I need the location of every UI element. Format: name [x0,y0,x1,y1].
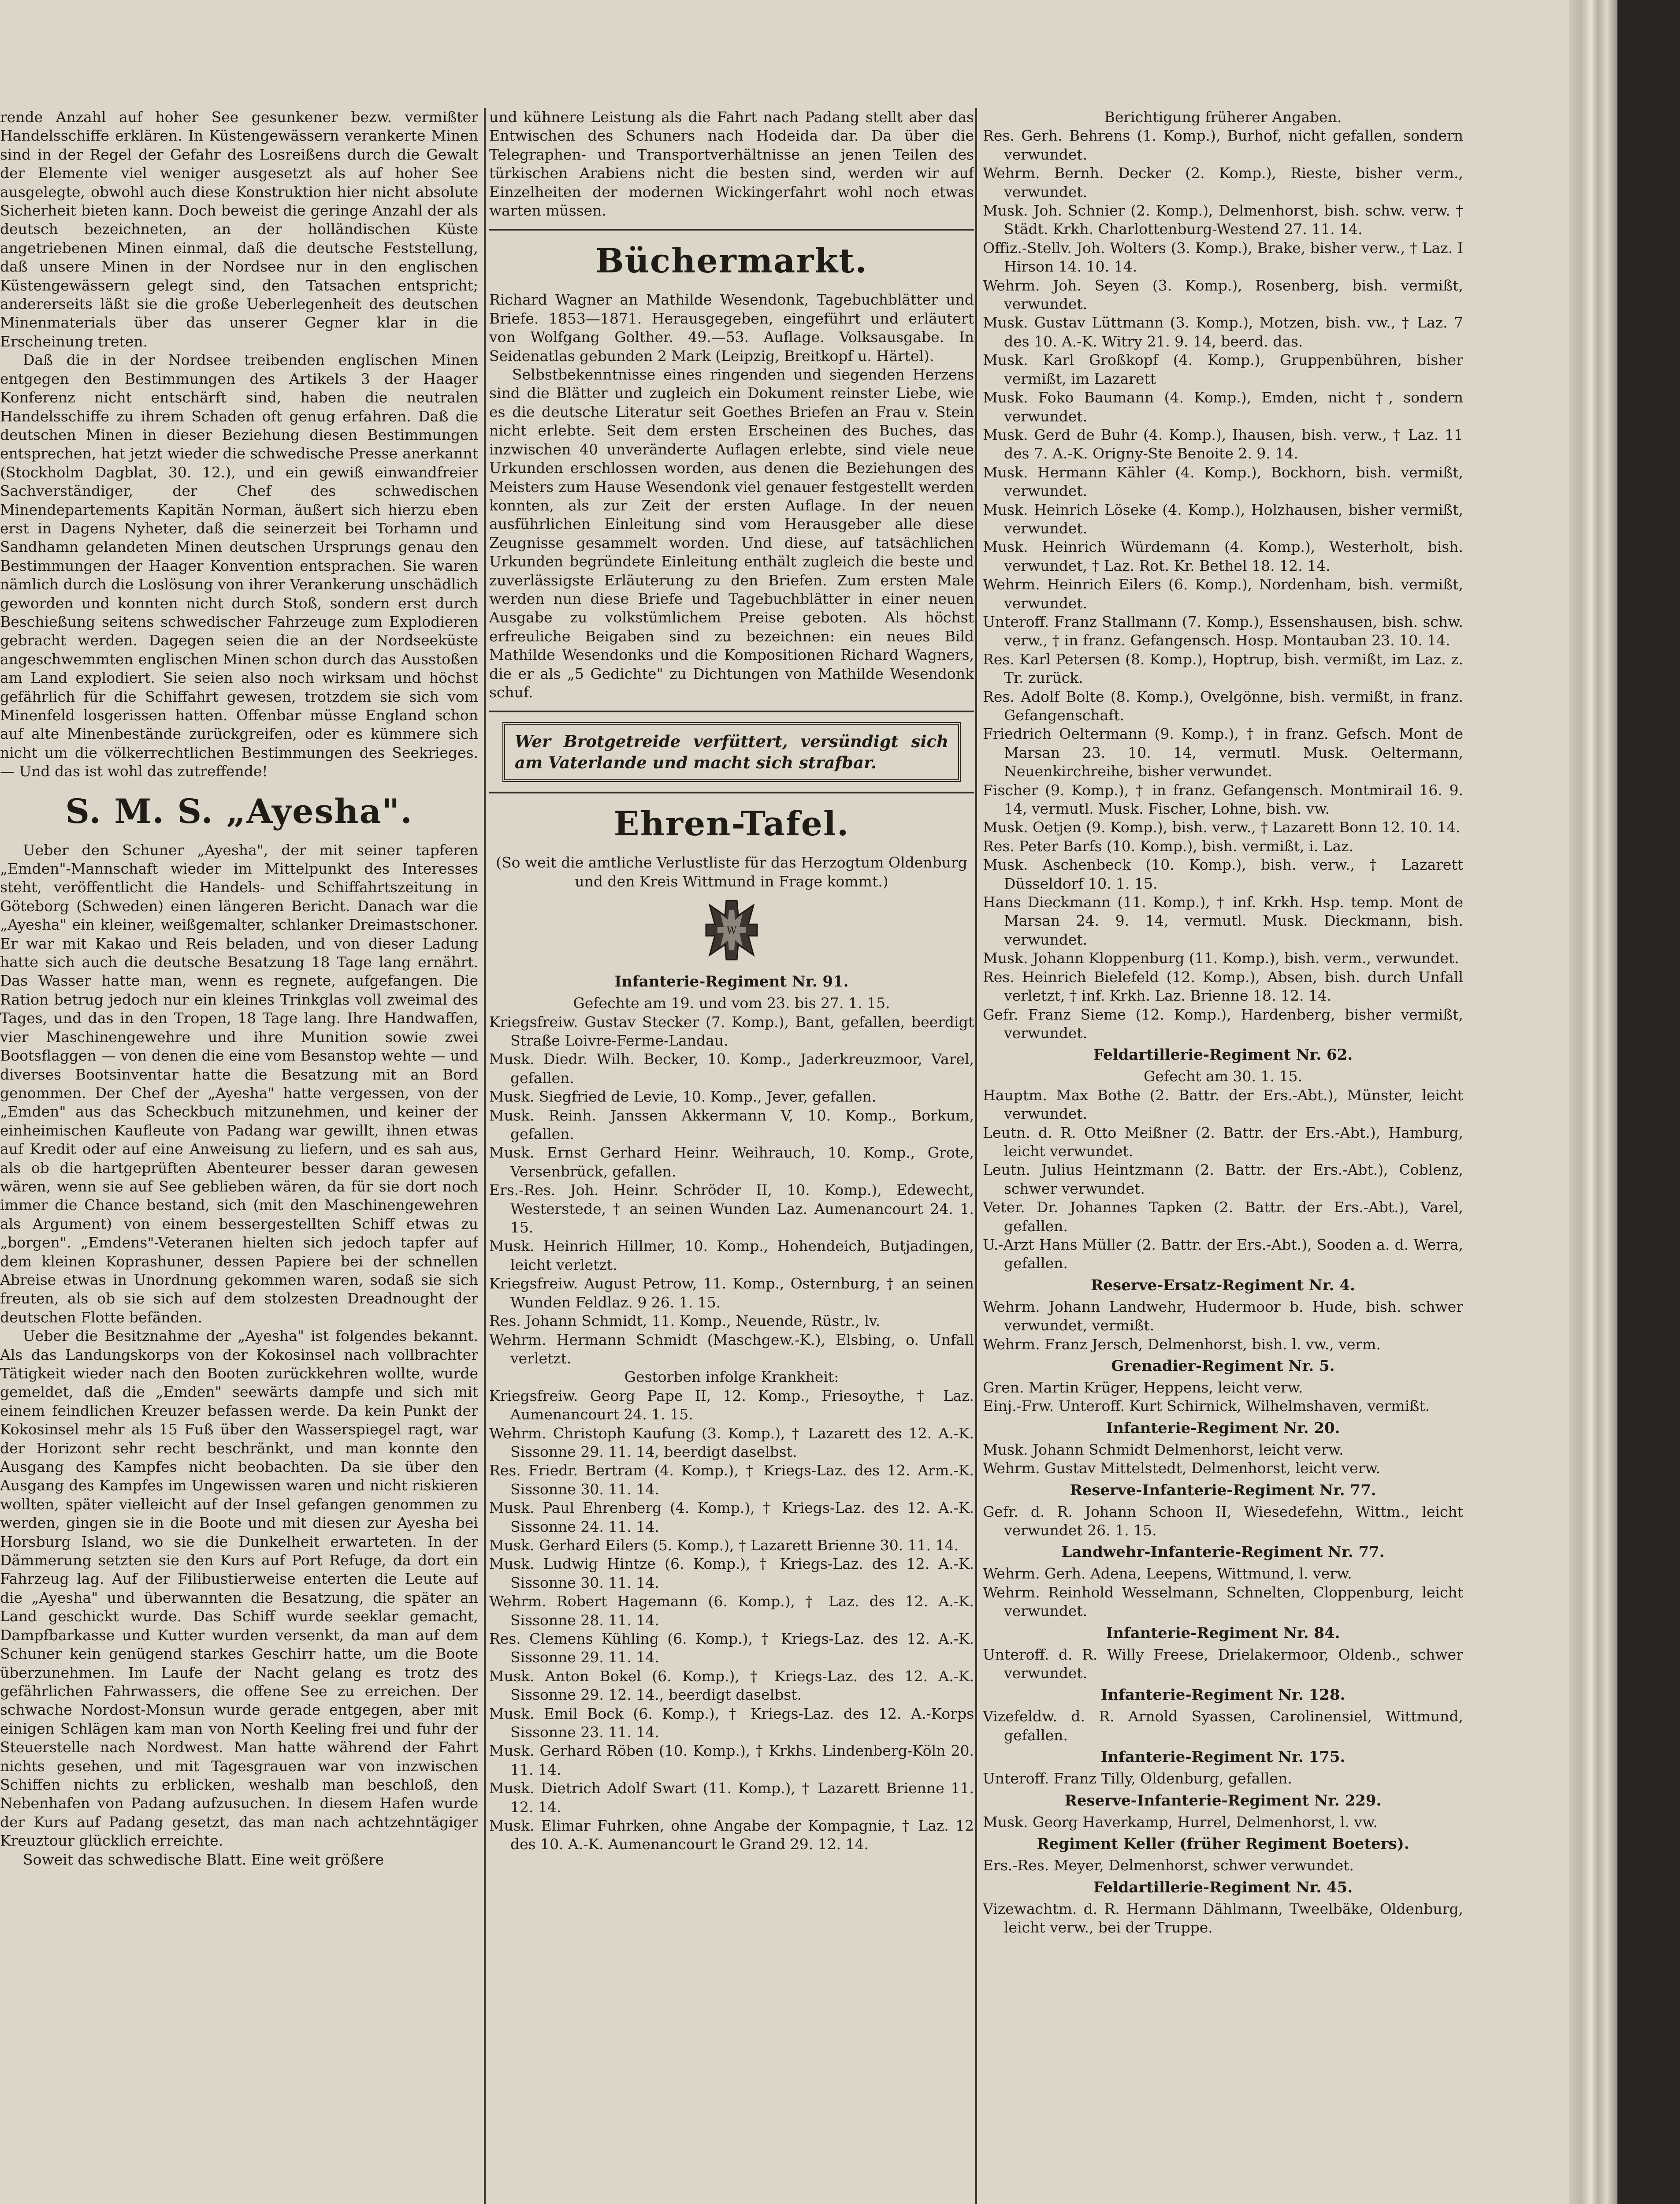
casualty-entry: Ers.-Res. Joh. Heinr. Schröder II, 10. Komp.), Edewecht, Westerstede, † an seinen Wunden Laz. Aumenancourt 24. 1. 15. [489,1181,974,1236]
casualty-entry: Wehrm. Franz Jersch, Delmenhorst, bish. l. vw., verm. [983,1335,1381,1353]
casualty-entry: Gren. Martin Krüger, Heppens, leicht verw. [983,1379,1303,1396]
divider [489,792,974,793]
column-left [0,108,478,2204]
divider [489,229,974,231]
section-heading-ayesha: S. M. S. „Ayesha". [65,791,413,831]
regiment-subheading: Gefechte am 19. und vom 23. bis 27. 1. 15. [573,994,890,1012]
casualty-entry: Wehrm. Heinrich Eilers (6. Komp.), Nordenham, bish. vermißt, verwundet. [983,576,1463,612]
casualty-entry: Res. Adolf Bolte (8. Komp.), Ovelgönne, bish. vermißt, in franz. Gefangenschaft. [983,688,1463,724]
honor-note: (So weit die amtliche Verlustliste für das Herzogtum Oldenburg und den Kreis Wittmund in Frage kommt.) [496,854,967,890]
casualty-entry: Gefr. d. R. Johann Schoon II, Wiesedefehn, Wittm., leicht verwundet 26. 1. 15. [983,1503,1463,1539]
section-heading-books: Büchermarkt. [595,241,868,281]
divider [489,711,974,712]
casualty-entry: Musk. Oetjen (9. Komp.), bish. verw., † Lazarett Bonn 12. 10. 14. [983,819,1461,836]
casualty-entry: Kriegsfreiw. August Petrow, 11. Komp., Osternburg, † an seinen Wunden Feldlaz. 9 26. 1. 15. [489,1275,974,1311]
casualty-entry: Res. Johann Schmidt, 11. Komp., Neuende, Rüstr., lv. [489,1312,881,1330]
casualty-entry: Vizefeldw. d. R. Arnold Syassen, Carolinensiel, Wittmund, gefallen. [983,1708,1463,1744]
corrections-heading: Berichtigung früherer Angaben. [1104,108,1342,126]
regiment-heading: Reserve-Ersatz-Regiment Nr. 4. [1091,1276,1355,1294]
iron-cross-icon [705,897,758,963]
casualty-entry: Ers.-Res. Meyer, Delmenhorst, schwer verwundet. [983,1857,1354,1874]
casualty-entry: Musk. Heinrich Würdemann (4. Komp.), Westerholt, bish. verwundet, † Laz. Rot. Kr. Bethel 18. 12. 14. [983,538,1463,574]
casualty-entry: Vizewachtm. d. R. Hermann Dählmann, Tweelbäke, Oldenburg, leicht verw., bei der Truppe. [983,1900,1463,1936]
casualty-entry: Wehrm. Joh. Seyen (3. Komp.), Rosenberg, bish. vermißt, verwundet. [983,276,1463,313]
casualty-entry: Einj.-Frw. Unteroff. Kurt Schirnick, Wilhelmshaven, vermißt. [983,1397,1430,1415]
casualty-entry: Musk. Hermann Kähler (4. Komp.), Bockhorn, bish. vermißt, verwundet. [983,463,1463,500]
casualty-entry: Musk. Dietrich Adolf Swart (11. Komp.), † Lazarett Brienne 11. 12. 14. [489,1780,974,1816]
regiment-heading: Reserve-Infanterie-Regiment Nr. 77. [1070,1481,1376,1499]
casualty-entry: Leutn. d. R. Otto Meißner (2. Battr. der Ers.-Abt.), Hamburg, leicht verwundet. [983,1124,1463,1160]
regiment-heading: Infanterie-Regiment Nr. 128. [1100,1686,1345,1704]
casualty-entry: Leutn. Julius Heintzmann (2. Battr. der Ers.-Abt.), Coblenz, schwer verwundet. [983,1161,1463,1197]
casualty-entry: Wehrm. Gerh. Adena, Leepens, Wittmund, l. verw. [983,1565,1352,1582]
casualty-entry: Fischer (9. Komp.), † in franz. Gefangensch. Montmirail 16. 9. 14, vermutl. Musk. Fischer, Lohne, bish. vw. [983,781,1463,818]
casualty-entry: Musk. Paul Ehrenberg (4. Komp.), † Kriegs-Laz. des 12. A.-K. Sissonne 24. 11. 14. [489,1499,974,1535]
casualty-entry: Res. Peter Barfs (10. Komp.), bish. vermißt, i. Laz. [983,837,1354,855]
casualty-entry: Musk. Anton Bokel (6. Komp.), † Kriegs-Laz. des 12. A.-K. Sissonne 29. 12. 14., beerdigt daselbst. [489,1667,974,1704]
casualty-entry: Wehrm. Robert Hagemann (6. Komp.), † Laz. des 12. A.-K. Sissonne 28. 11. 14. [489,1593,974,1629]
column-middle [489,108,974,2204]
casualty-entry: Kriegsfreiw. Gustav Stecker (7. Komp.), Bant, gefallen, beerdigt Straße Loivre-Ferme-Landau. [489,1013,974,1049]
column-right [983,108,1463,2204]
article-paragraph: rende Anzahl auf hoher See gesunkener bezw. vermißter Handelsschiffe erklären. In Küstengewässern verankerte Minen sind in der Regel der Gefahr des Losreißens durch die Gewalt der Elemente viel weniger ausgesetzt als auf hoher See ausgelegte, obwohl auch diese Konstruktion hier nicht absolute Sicherheit bieten kann. Doch beweist die geringe Anzahl der als deutsch bezeichneten, an der holländischen Küste angetriebenen Minen einmal, daß die deutsche Feststellung, daß unsere Minen in der Nordsee nur in den englischen Küstengewässern gelegt sind, den Tatsachen entspricht; andererseits läßt sie die große Ueberlegenheit des deutschen Minenmaterials über das unserer Gegner klar in die Erscheinung treten. [0,108,478,350]
regiment-heading: Infanterie-Regiment Nr. 20. [1106,1419,1340,1437]
book-review: Selbstbekenntnisse eines ringenden und siegenden Herzens sind die Blätter und zugleich ein Dokument reinster Liebe, wie es die deutsche Literatur seit Goethes Briefen an Frau v. Stein nicht erlebte. Seit dem ersten Erscheinen des Buches, das inzwischen 40 unveränderte Auflagen erlebte, sind viele neue Urkunden erschlossen worden, aus denen die Beziehungen des Meisters zum Hause Wesendonk viel genauer festgestellt werden konnten, als zur Zeit der ersten Auflage. In der neuen ausführlichen Einleitung sind vom Herausgeber alle diese Zeugnisse gesammelt worden. Und diese, auf tatsächlichen Urkunden begründete Einleitung enthält zugleich die beste und zuverlässigste Erläuterung zu den Briefen. Zum ersten Male werden nun diese Briefe und Tagebuchblätter in einer neuen Ausgabe zu volkstümlichem Preise geboten. Als höchst erfreuliche Beigaben sind zu bezeichnen: ein neues Bild Mathilde Wesendonks und die Kompositionen Richard Wagners, die er als „5 Gedichte" zu Dichtungen von Mathilde Wesendonk schuf. [489,366,974,701]
casualty-entry: Musk. Emil Bock (6. Komp.), † Kriegs-Laz. des 12. A.-Korps Sissonne 23. 11. 14. [489,1705,974,1741]
section-heading-honor: Ehren-Tafel. [613,804,850,844]
casualty-entry: Wehrm. Reinhold Wesselmann, Schnelten, Cloppenburg, leicht verwundet. [983,1583,1463,1620]
casualty-entry: Res. Heinrich Bielefeld (12. Komp.), Absen, bish. durch Unfall verletzt, † inf. Krkh. Laz. Brienne 18. 12. 14. [983,968,1463,1005]
casualty-entry: Veter. Dr. Johannes Tapken (2. Battr. der Ers.-Abt.), Varel, gefallen. [983,1199,1463,1235]
casualty-entry: Unteroff. Franz Stallmann (7. Komp.), Essenshausen, bish. schw. verw., † in franz. Gefangensch. Hosp. Montauban 23. 10. 14. [983,613,1463,649]
article-paragraph: Daß die in der Nordsee treibenden englischen Minen entgegen den Bestimmungen des Artikels 3 der Haager Konferenz nicht entschärft sind, haben die neutralen Handelsschiffe zu ihrem Schaden oft genug erfahren. Daß die deutschen Minen in dieser Beziehung diesen Bestimmungen entsprechen, hat jetzt wieder die schwedische Presse anerkannt (Stockholm Dagblat, 30. 12.), und ein gewiß einwandfreier Sachverständiger, der Chef des schwedischen Minendepartements Kapitän Norman, äußert sich hierzu eben erst in Dagens Nyheter, daß die seinerzeit bei Torhamn und Sandhamn gelandeten Minen deutschen Ursprungs genau den Bestimmungen der Haager Konvention entsprachen. Sie waren nämlich durch die Loslösung von ihrer Verankerung unschädlich geworden und konnten nicht durch Stoß, sondern erst durch Beschießung seitens schwedischer Fahrzeuge zum Explodieren gebracht werden. Dagegen seien die an der Nordseeküste angeschwemmten englischen Minen schon durch das Ausstoßen am Land explodiert. Sie seien also noch wirksam und höchst gefährlich für die Schiffahrt gewesen, trotzdem sie sich vom Minenfeld losgerissen hatten. Offenbar müsse England schon auf alte Minenbestände zurückgreifen, oder es kümmere sich nicht um die völkerrechtlichen Bestimmungen des Seekrieges. — Und das ist wohl das zutreffende! [0,351,478,780]
casualty-entry: Musk. Johann Schmidt Delmenhorst, leicht verw. [983,1441,1344,1458]
regiment-heading: Reserve-Infanterie-Regiment Nr. 229. [1064,1791,1382,1809]
casualty-entry: Musk. Elimar Fuhrken, ohne Angabe der Kompagnie, † Laz. 12 des 10. A.-K. Aumenancourt le Grand 29. 12. 14. [489,1817,974,1853]
regiment-heading: Regiment Keller (früher Regiment Boeters). [1037,1835,1409,1853]
regiment-heading: Landwehr-Infanterie-Regiment Nr. 77. [1061,1543,1385,1561]
casualty-entry: U.-Arzt Hans Müller (2. Battr. der Ers.-Abt.), Sooden a. d. Werra, gefallen. [983,1236,1463,1272]
casualty-entry: Musk. Georg Haverkamp, Hurrel, Delmenhorst, l. vw. [983,1813,1378,1831]
casualty-entry: Musk. Heinrich Hillmer, 10. Komp., Hohendeich, Butjadingen, leicht verletzt. [489,1237,974,1273]
casualty-entry: Unteroff. Franz Tilly, Oldenburg, gefallen. [983,1770,1292,1787]
book-page-edge [1569,0,1617,2204]
casualty-entry: Wehrm. Gustav Mittelstedt, Delmenhorst, leicht verw. [983,1459,1381,1477]
casualty-entry: Musk. Johann Kloppenburg (11. Komp.), bish. verm., verwundet. [983,949,1459,967]
casualty-entry: Res. Clemens Kühling (6. Komp.), † Kriegs-Laz. des 12. A.-K. Sissonne 29. 11. 14. [489,1630,974,1666]
regiment-heading: Infanterie-Regiment Nr. 175. [1100,1748,1345,1766]
casualty-entry: Musk. Gerd de Buhr (4. Komp.), Ihausen, bish. verw., † Laz. 11 des 7. A.-K. Origny-Ste Benoite 2. 9. 14. [983,426,1463,462]
casualty-entry: Musk. Karl Großkopf (4. Komp.), Gruppenbühren, bisher vermißt, im Lazarett [983,351,1463,387]
regiment-heading: Grenadier-Regiment Nr. 5. [1111,1357,1335,1375]
casualty-entry: Musk. Heinrich Löseke (4. Komp.), Holzhausen, bisher vermißt, verwundet. [983,501,1463,537]
casualty-entry: Unteroff. d. R. Willy Freese, Drielakermoor, Oldenb., schwer verwundet. [983,1646,1463,1682]
casualty-entry: Kriegsfreiw. Georg Pape II, 12. Komp., Friesoythe, † Laz. Aumenancourt 24. 1. 15. [489,1387,974,1423]
casualty-entry: Musk. Ludwig Hintze (6. Komp.), † Kriegs-Laz. des 12. A.-K. Sissonne 30. 11. 14. [489,1555,974,1591]
casualty-entry: Res. Karl Petersen (8. Komp.), Hoptrup, bish. vermißt, im Laz. z. Tr. zurück. [983,650,1463,687]
casualty-entry: Musk. Gerhard Röben (10. Komp.), † Krkhs. Lindenberg-Köln 20. 11. 14. [489,1742,974,1778]
casualty-entry: Hauptm. Max Bothe (2. Battr. der Ers.-Abt.), Münster, leicht verwundet. [983,1086,1463,1123]
casualty-entry: Musk. Aschenbeck (10. Komp.), bish. verw., † Lazarett Düsseldorf 10. 1. 15. [983,856,1463,892]
casualty-entry: Gefr. Franz Sieme (12. Komp.), Hardenberg, bisher vermißt, verwundet. [983,1005,1463,1042]
article-paragraph: Ueber den Schuner „Ayesha", der mit seiner tapferen „Emden"-Mannschaft wieder im Mittelpunkt des Interesses steht, veröffentlicht die Handels- und Schiffahrtszeitung in Göteborg (Schweden) einen längeren Bericht. Danach war die „Ayesha" ein kleiner, weißgemalter, schlanker Dreimastschoner. Er war mit Kakao und Reis beladen, und von dieser Ladung hatte sich auch die deutsche Besatzung 18 Tage lang ernährt. Das Wasser hatte man, wenn es regnete, aufgefangen. Die Ration betrug jedoch nur ein kleines Trinkglas voll zweimal des Tages, und das in den Tropen, 18 Tage lang. Ihre Handwaffen, vier Maschinengewehre und ihre Munition sowie zwei Bootsflaggen — von denen die eine vom Besanstop wehte — und diverses Bootsinventar hatte die Besatzung mit an Bord genommen. Der Chef der „Ayesha" hatte vergessen, von der „Emden" aus das Scheckbuch mitzunehmen, und keiner der einheimischen Kaufleute von Padang war gewillt, ihnen etwas auf Kredit oder auf eine Anweisung zu liefern, und es sah aus, als ob die hartgeprüften Abenteurer besser daran gewesen wären, wenn sie auf See geblieben wären, da für sie dort noch immer die Chance bestand, sich (mit den Maschinengewehren als Argument) von einem bessergestellten Schiff etwas zu „borgen". „Emdens"-Veteranen hielten sich jedoch tapfer auf dem kleinen Koprashuner, dessen Papiere bei der schnellen Abreise etwas in Unordnung gekommen waren, sodaß sie sich freuten, als ob sie sich auf dem stolzesten Dreadnought der deutschen Flotte befänden. [0,841,478,1326]
casualty-entry: Offiz.-Stellv. Joh. Wolters (3. Komp.), Brake, bisher verw., † Laz. I Hirson 14. 10. 14. [983,239,1463,276]
casualty-entry: Musk. Ernst Gerhard Heinr. Weihrauch, 10. Komp., Grote, Versenbrück, gefallen. [489,1144,974,1180]
casualty-entry: Wehrm. Christoph Kaufung (3. Komp.), † Lazarett des 12. A.-K. Sissonne 29. 11. 14, beerdigt daselbst. [489,1424,974,1460]
casualty-entry: Friedrich Oeltermann (9. Komp.), † in franz. Gefsch. Mont de Marsan 23. 10. 14, vermutl. Musk. Oeltermann, Neuenkirchreihe, bisher verwundet. [983,725,1463,780]
casualty-entry: Hans Dieckmann (11. Komp.), † inf. Krkh. Hsp. temp. Mont de Marsan 24. 9. 14, vermutl. Musk. Dieckmann, bish. verwundet. [983,894,1463,948]
casualty-entry: Musk. Diedr. Wilh. Becker, 10. Komp., Jaderkreuzmoor, Varel, gefallen. [489,1050,974,1087]
article-paragraph: Ueber die Besitznahme der „Ayesha" ist folgendes bekannt. Als das Landungskorps von der Kokosinsel nach vollbrachter Tätigkeit wieder nach den Booten zurückkehren wollte, wurde gemeldet, daß die „Emden" seewärts dampfe und sich mit einem feindlichen Kreuzer befassen werde. Da kein Punkt der Kokosinsel mehr als 15 Fuß über den Wasserspiegel ragt, war der Horizont sehr recht beschränkt, und man konnte den Ausgang des Kampfes nicht beobachten. Da sie über den Ausgang des Kampfes im Ungewissen waren und nicht riskieren wollten, später vielleicht auf der Insel gefangen genommen zu werden, gingen sie in die Boote und mit diesen zur Ayesha bei Horsburg Island, wo sie die Dunkelheit erwarteten. In der Dämmerung setzten sie den Kurs auf Port Refuge, da dort ein Fahrzeug lag. Auf der Filibustierweise enterten die Leute auf die „Ayesha" und überwannten die Besatzung, die später an Land geschickt wurde. Das Schiff wurde seeklar gemacht, Dampfbarkasse und Kutter wurden versenkt, da man auf dem Schuner kein genügend starkes Geschirr hatte, um die Boote überzunehmen. Im Laufe der Nacht gelang es trotz des gefährlichen Fahrwassers, die offene See zu erreichen. Der schwache Nordost-Monsun wurde gerade entgegen, aber mit einigen Schlägen kam man von North Keeling frei und fuhr der Steuerstelle nach Nordwest. Man hatte während der Fahrt nichts gesehen, und mit Tagesgrauen war von inzwischen Schiffen nichts zu erblicken, weshalb man beschloß, den Nebenhafen von Padang aufzusuchen. In diesem Hafen wurde der Kurs auf Padang gesetzt, das man nach achtzehntägiger Kreuztour glücklich erreichte. [0,1327,478,1850]
book-entry: Richard Wagner an Mathilde Wesendonk, Tagebuchblätter und Briefe. 1853—1871. Herausgegeben, eingeführt und erläutert von Wolfgang Golther. 49.—53. Auflage. Volksausgabe. In Seidenatlas gebunden 2 Mark (Leipzig, Breitkopf u. Härtel). [489,291,974,365]
casualty-entry: Wehrm. Johann Landwehr, Hudermoor b. Hude, bish. schwer verwundet, vermißt. [983,1298,1463,1334]
casualty-entry: Musk. Reinh. Janssen Akkermann V, 10. Komp., Borkum, gefallen. [489,1106,974,1143]
casualty-entry: Res. Gerh. Behrens (1. Komp.), Burhof, nicht gefallen, sondern verwundet. [983,127,1463,163]
regiment-heading: Feldartillerie-Regiment Nr. 62. [1093,1046,1353,1064]
regiment-heading: Infanterie-Regiment Nr. 84. [1106,1624,1340,1642]
casualty-entry: Musk. Gustav Lüttmann (3. Komp.), Motzen, bish. vw., † Laz. 7 des 10. A.-K. Witry 21. 9. 14, beerd. das. [983,314,1463,350]
casualty-entry: Res. Friedr. Bertram (4. Komp.), † Kriegs-Laz. des 12. Arm.-K. Sissonne 30. 11. 14. [489,1462,974,1498]
casualty-entry: Wehrm. Hermann Schmidt (Maschgew.-K.), Elsbing, o. Unfall verletzt. [489,1331,974,1367]
casualty-entry: Musk. Foko Baumann (4. Komp.), Emden, nicht †, sondern verwundet. [983,389,1463,425]
article-paragraph: und kühnere Leistung als die Fahrt nach Padang stellt aber das Entwischen des Schuners nach Hodeida dar. Da über die Telegraphen- und Transportverhältnisse an jenen Teilen des türkischen Arabiens nicht die besten sind, werden wir auf Einzelheiten der modernen Wickingerfahrt wohl noch etwas warten müssen. [489,108,974,220]
regiment-heading: Infanterie-Regiment Nr. 91. [614,973,849,991]
svg-text:W: W [726,925,737,937]
regiment-subheading: Gefecht am 30. 1. 15. [1143,1068,1302,1085]
casualty-entry: Musk. Joh. Schnier (2. Komp.), Delmenhorst, bish. schw. verw. † Städt. Krkh. Charlottenburg-Westend 27. 11. 14. [983,202,1463,238]
died-heading: Gestorben infolge Krankheit: [624,1368,839,1386]
notice-box: Wer Brotgetreide verfüttert, versündigt sich am Vaterlande und macht sich strafbar. [502,722,961,782]
regiment-heading: Feldartillerie-Regiment Nr. 45. [1093,1878,1353,1896]
casualty-entry: Musk. Gerhard Eilers (5. Komp.), † Lazarett Brienne 30. 11. 14. [489,1536,959,1554]
column-rule [975,108,977,2204]
article-paragraph: Soweit das schwedische Blatt. Eine weit größere [23,1850,384,1868]
column-rule [484,108,486,2204]
casualty-entry: Musk. Siegfried de Levie, 10. Komp., Jever, gefallen. [489,1088,877,1106]
casualty-entry: Wehrm. Bernh. Decker (2. Komp.), Rieste, bisher verm., verwundet. [983,164,1463,201]
